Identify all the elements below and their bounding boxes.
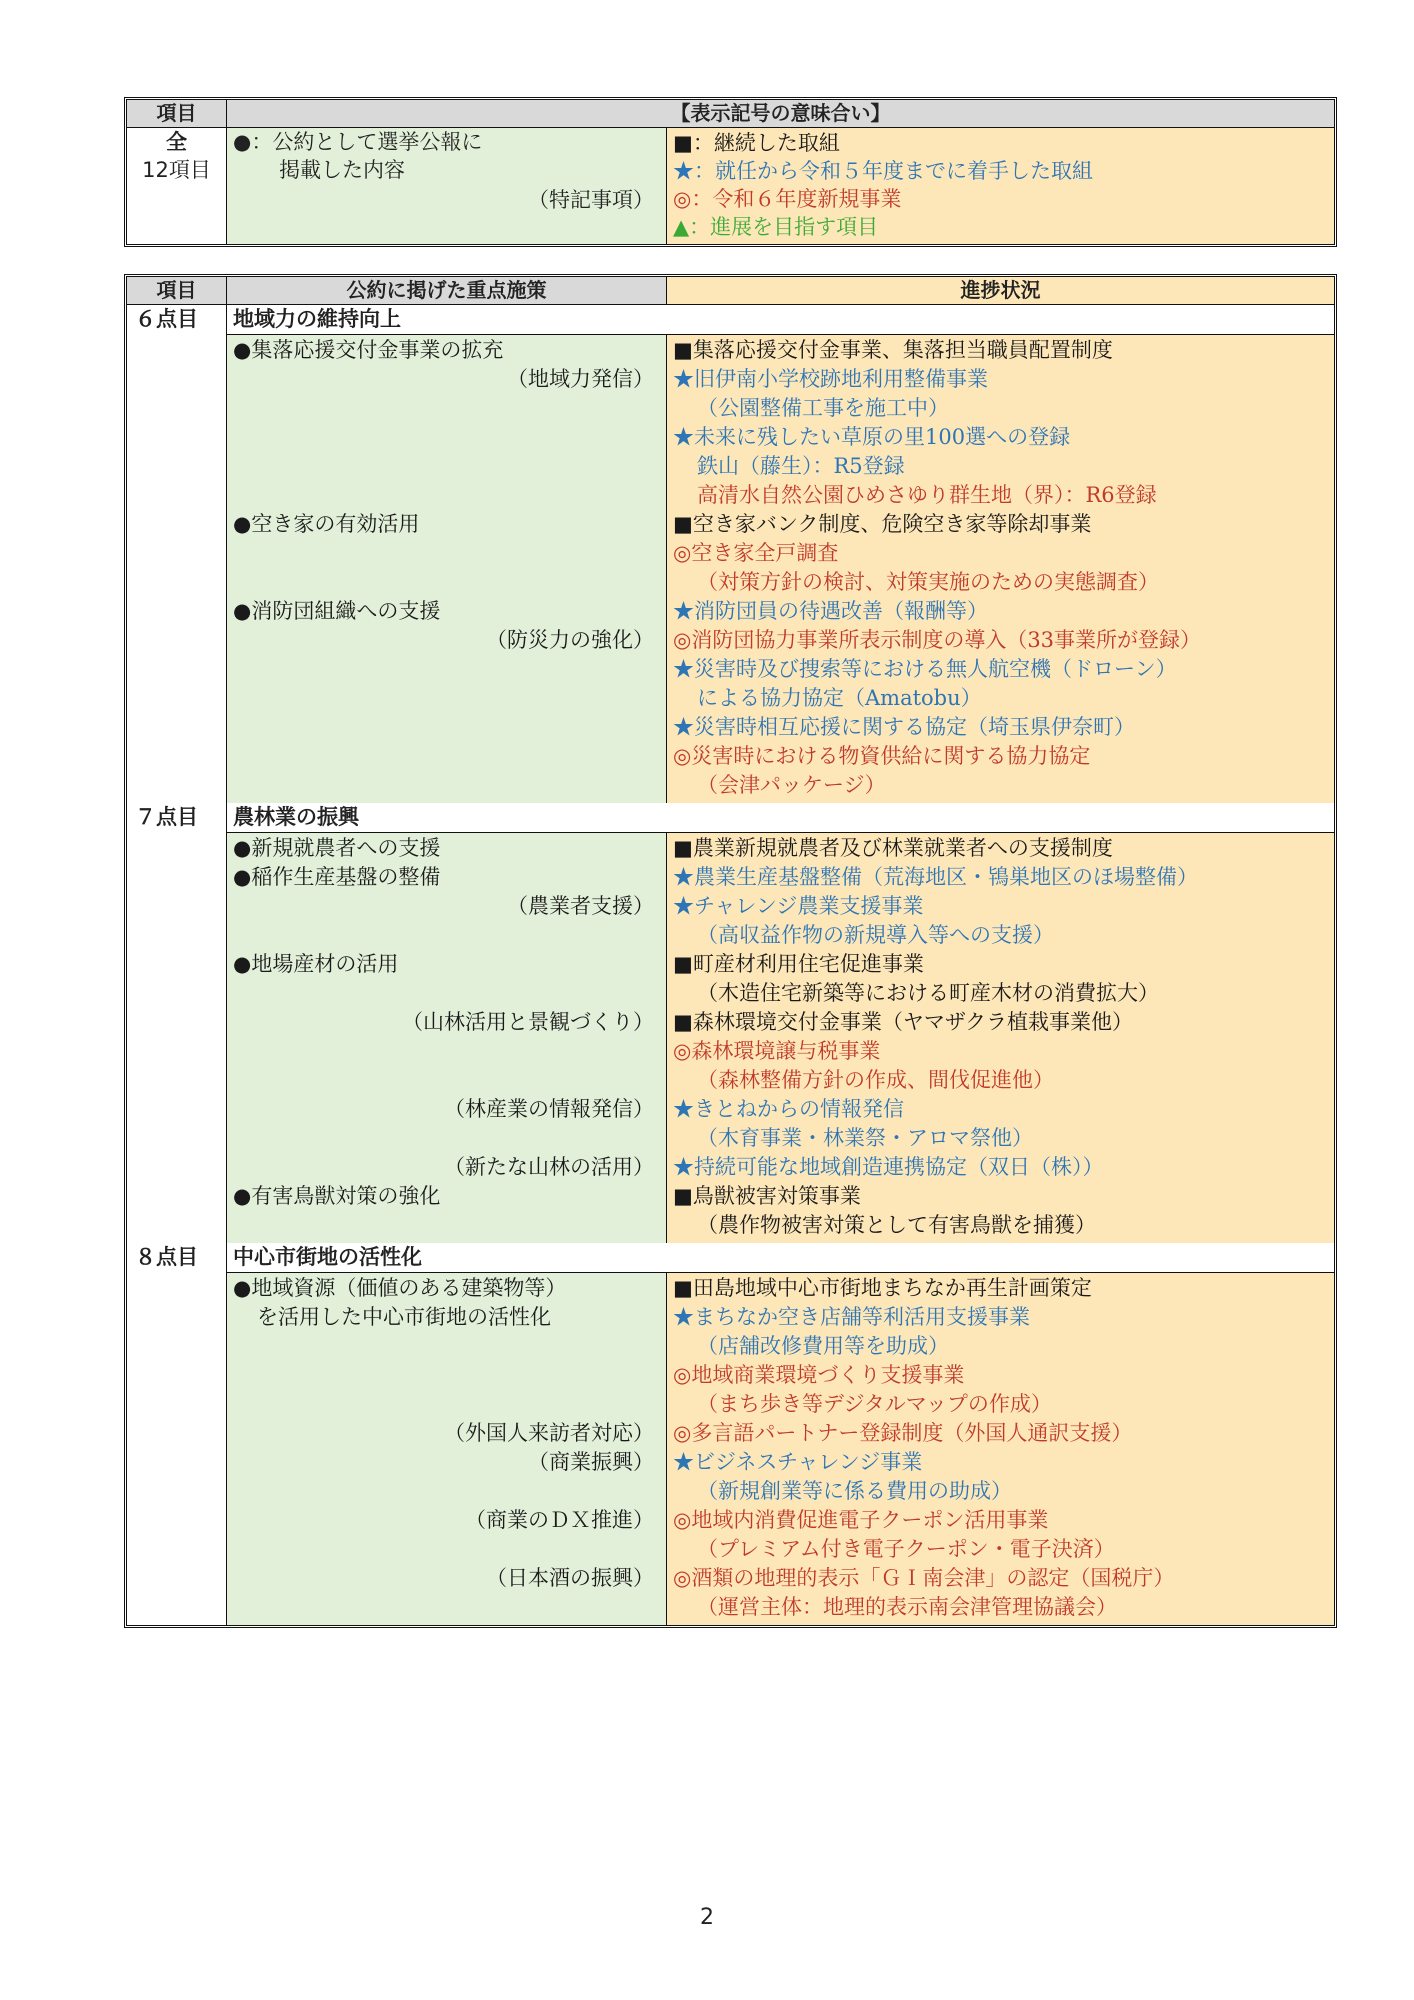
- policy-line: （商業のＤＸ推進）: [465, 1508, 654, 1532]
- progress-line: ★旧伊南小学校跡地利用整備事業: [673, 367, 988, 391]
- progress-line: ★きとねからの情報発信: [673, 1097, 904, 1121]
- main-header-progress: 進捗状況: [667, 277, 1334, 305]
- policy-cell: [227, 1273, 667, 1625]
- progress-line: （高収益作物の新規導入等への支援）: [697, 923, 1054, 947]
- progress-line: （新規創業等に係る費用の助成）: [697, 1479, 1012, 1503]
- progress-line: ◎酒類の地理的表示「ＧＩ南会津」の認定（国税庁）: [673, 1566, 1175, 1590]
- progress-line: 鉄山（藤生）：R5登録: [697, 454, 905, 478]
- progress-line: （公園整備工事を施工中）: [697, 396, 949, 420]
- policy-line: ●消防団組織への支援: [233, 599, 441, 623]
- progress-line: （プレミアム付き電子クーポン・電子決済）: [697, 1537, 1115, 1561]
- legend-left-line1: ●：公約として選挙公報に: [233, 130, 483, 154]
- progress-line: ■空き家バンク制度、危険空き家等除却事業: [673, 512, 1092, 536]
- legend-item-line1: 全: [166, 130, 187, 154]
- policy-progress-table: [124, 274, 1337, 1628]
- policy-line: ●地域資源（価値のある建築物等）: [233, 1276, 567, 1300]
- legend-item-line2: 12項目: [142, 158, 211, 182]
- section-label: ６点目: [135, 307, 198, 331]
- progress-line: ◎多言語パートナー登録制度（外国人通訳支援）: [673, 1421, 1133, 1445]
- legend-left-line2: 掲載した内容: [279, 158, 405, 182]
- progress-line: ★未来に残したい草原の里100選への登録: [673, 425, 1071, 449]
- policy-line: （防災力の強化）: [486, 628, 654, 652]
- progress-line: （対策方針の検討、対策実施のための実態調査）: [697, 570, 1159, 594]
- progress-line: （森林整備方針の作成、間伐促進他）: [697, 1068, 1054, 1092]
- section-item-cell: [127, 305, 227, 803]
- policy-line: （日本酒の振興）: [486, 1566, 654, 1590]
- section-label: ８点目: [135, 1245, 198, 1269]
- progress-line: （農作物被害対策として有害鳥獣を捕獲）: [697, 1213, 1096, 1237]
- progress-line: による協力協定（Amatobu）: [697, 686, 982, 710]
- section-title: 地域力の維持向上: [227, 305, 1334, 335]
- policy-line: ●空き家の有効活用: [233, 512, 420, 536]
- legend-left-note: （特記事項）: [528, 188, 654, 212]
- progress-line: ★持続可能な地域創造連携協定（双日（株））: [673, 1155, 1104, 1179]
- main-header-item: 項目: [127, 277, 227, 305]
- progress-line: ◎空き家全戸調査: [673, 541, 839, 565]
- section-label: ７点目: [135, 805, 198, 829]
- progress-line: ★ビジネスチャレンジ事業: [673, 1450, 923, 1474]
- progress-line: ◎地域内消費促進電子クーポン活用事業: [673, 1508, 1049, 1532]
- progress-line: ★農業生産基盤整備（荒海地区・鴇巣地区のほ場整備）: [673, 865, 1198, 889]
- main-header-policy: 公約に掲げた重点施策: [227, 277, 667, 305]
- section-item-cell: [127, 1243, 227, 1625]
- progress-line: ◎災害時における物資供給に関する協力協定: [673, 744, 1091, 768]
- legend-right-cell: [667, 128, 1334, 244]
- policy-cell: [227, 833, 667, 1243]
- progress-line: （運営主体：地理的表示南会津管理協議会）: [697, 1595, 1117, 1619]
- progress-line: ★災害時相互応援に関する協定（埼玉県伊奈町）: [673, 715, 1135, 739]
- policy-line: ●稲作生産基盤の整備: [233, 865, 441, 889]
- progress-cell: [667, 833, 1334, 1243]
- policy-line: ●地場産材の活用: [233, 952, 399, 976]
- progress-line: 高清水自然公園ひめさゆり群生地（界）：R6登録: [697, 483, 1157, 507]
- progress-line: ■田島地域中心市街地まちなか再生計画策定: [673, 1276, 1092, 1300]
- section-item-cell: [127, 803, 227, 1243]
- progress-line: （木造住宅新築等における町産木材の消費拡大）: [697, 981, 1159, 1005]
- legend-item-cell: [127, 128, 227, 244]
- policy-line: （林産業の情報発信）: [444, 1097, 654, 1121]
- policy-line: （商業振興）: [528, 1450, 654, 1474]
- policy-line: （新たな山林の活用）: [444, 1155, 654, 1179]
- policy-line: ●集落応援交付金事業の拡充: [233, 338, 504, 362]
- legend-header-meaning: 【表示記号の意味合い】: [227, 100, 1334, 128]
- progress-line: ◎森林環境譲与税事業: [673, 1039, 881, 1063]
- progress-line: （会津パッケージ）: [697, 773, 886, 797]
- legend-symbol-line: ★：就任から令和５年度までに着手した取組: [673, 159, 1093, 183]
- progress-line: ★チャレンジ農業支援事業: [673, 894, 924, 918]
- progress-line: ★消防団員の待遇改善（報酬等）: [673, 599, 988, 623]
- progress-line: ◎地域商業環境づくり支援事業: [673, 1363, 965, 1387]
- policy-line: ●新規就農者への支援: [233, 836, 441, 860]
- legend-left-cell: [227, 128, 667, 244]
- progress-line: （まち歩き等デジタルマップの作成）: [697, 1392, 1052, 1416]
- progress-line: ★まちなか空き店舗等利活用支援事業: [673, 1305, 1030, 1329]
- page-number: 2: [700, 1905, 714, 1930]
- legend-symbol-line: ◎：令和６年度新規事業: [673, 187, 902, 211]
- progress-line: ■集落応援交付金事業、集落担当職員配置制度: [673, 338, 1113, 362]
- policy-cell: [227, 335, 667, 803]
- policy-line: （地域力発信）: [507, 367, 654, 391]
- policy-line: （農業者支援）: [507, 894, 654, 918]
- policy-line: ●有害鳥獣対策の強化: [233, 1184, 441, 1208]
- legend-symbol-line: ■：継続した取組: [673, 131, 840, 155]
- section-title: 中心市街地の活性化: [227, 1243, 1334, 1273]
- legend-table: [124, 97, 1337, 247]
- progress-line: （店舗改修費用等を助成）: [697, 1334, 949, 1358]
- legend-symbol-line: ▲：進展を目指す項目: [673, 215, 879, 239]
- progress-cell: [667, 1273, 1334, 1625]
- policy-line: （山林活用と景観づくり）: [402, 1010, 654, 1034]
- policy-line: を活用した中心市街地の活性化: [257, 1305, 551, 1329]
- progress-line: ★災害時及び捜索等における無人航空機（ドローン）: [673, 657, 1177, 681]
- progress-line: ■鳥獣被害対策事業: [673, 1184, 861, 1208]
- progress-line: ■農業新規就農者及び林業就業者への支援制度: [673, 836, 1113, 860]
- progress-cell: [667, 335, 1334, 803]
- section-title: 農林業の振興: [227, 803, 1334, 833]
- legend-header-item: 項目: [127, 100, 227, 128]
- policy-line: （外国人来訪者対応）: [444, 1421, 654, 1445]
- progress-line: ■町産材利用住宅促進事業: [673, 952, 924, 976]
- progress-line: ■森林環境交付金事業（ヤマザクラ植栽事業他）: [673, 1010, 1133, 1034]
- progress-line: （木育事業・林業祭・アロマ祭他）: [697, 1126, 1033, 1150]
- progress-line: ◎消防団協力事業所表示制度の導入（33事業所が登録）: [673, 628, 1202, 652]
